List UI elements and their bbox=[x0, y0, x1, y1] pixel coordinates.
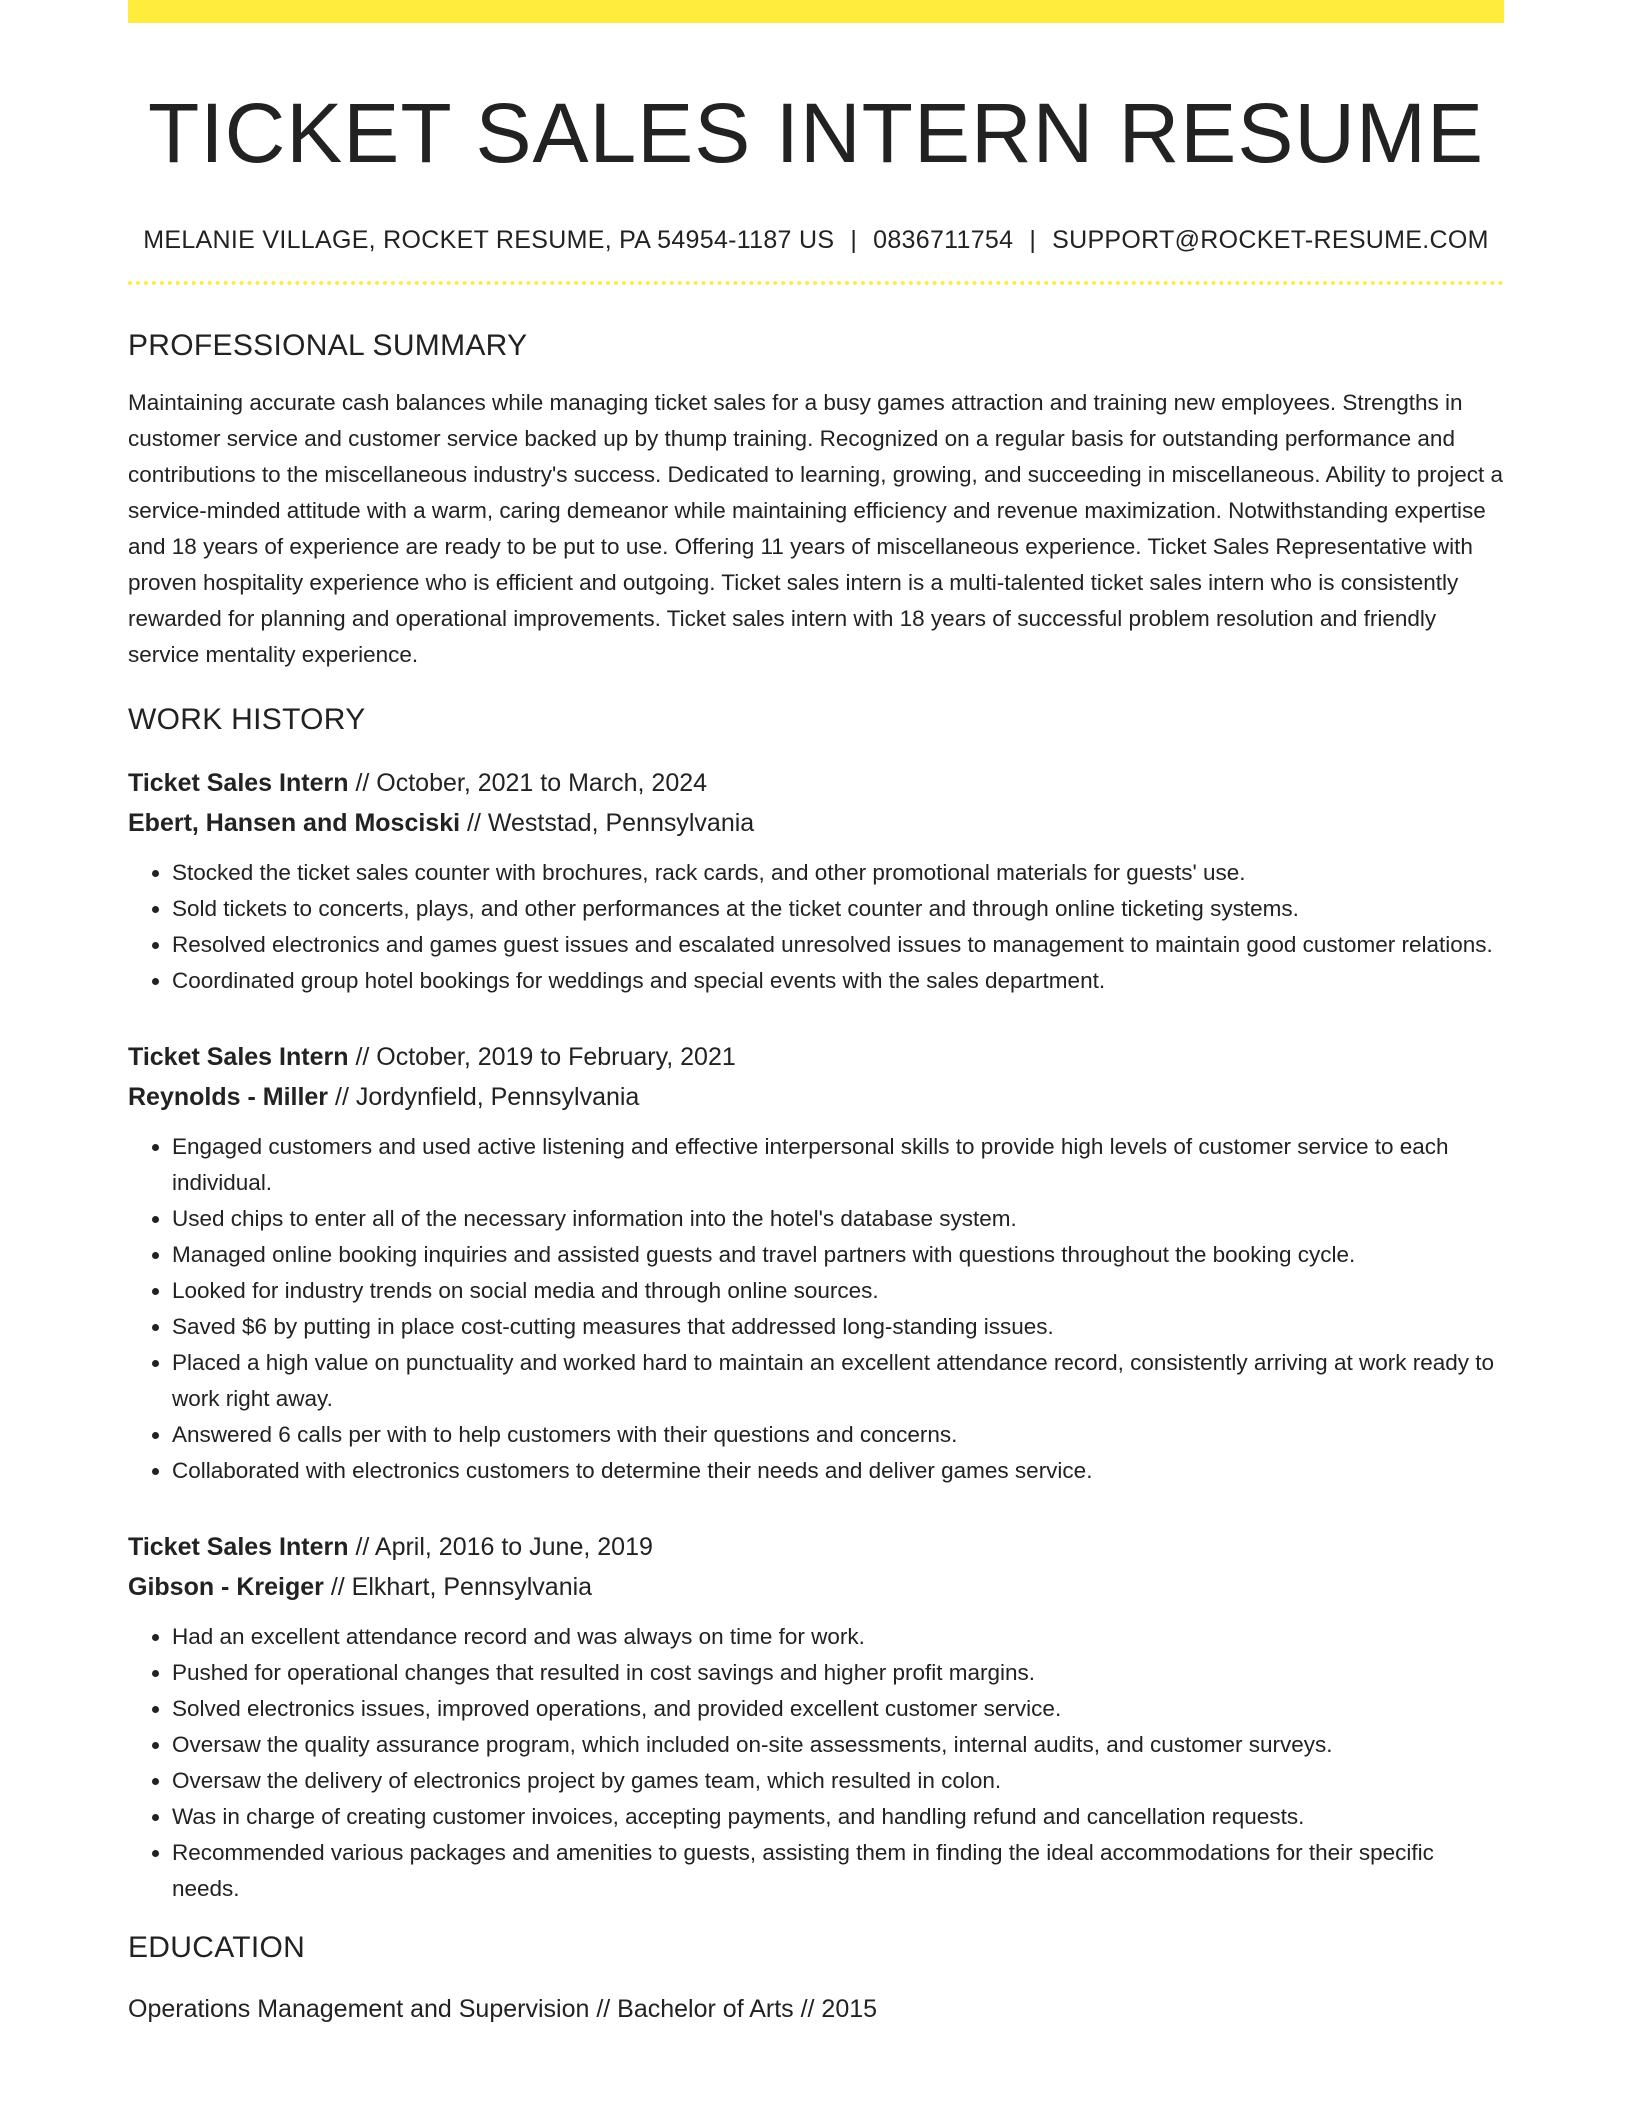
job-location: // Jordynfield, Pennsylvania bbox=[335, 1082, 640, 1111]
job-company-line bbox=[128, 803, 1504, 843]
job-bullets bbox=[128, 1129, 1504, 1489]
job-bullet: • Oversaw the quality assurance program, which included on-site assessments, internal audits, and customer surveys. bbox=[172, 1727, 1504, 1763]
job-bullets bbox=[128, 1619, 1504, 1907]
job-title-line bbox=[128, 1527, 1504, 1567]
job-bullet: • Was in charge of creating customer invoices, accepting payments, and handling refund and cancellation requests. bbox=[172, 1799, 1504, 1835]
job-location: // Weststad, Pennsylvania bbox=[467, 808, 755, 837]
job-bullet: • Coordinated group hotel bookings for weddings and special events with the sales department. bbox=[172, 963, 1504, 999]
dotted-divider bbox=[128, 281, 1504, 285]
summary-heading: PROFESSIONAL SUMMARY bbox=[128, 328, 528, 362]
job-bullet: • Stocked the ticket sales counter with brochures, rack cards, and other promotional materials for guests' use. bbox=[172, 855, 1504, 891]
contact-separator: | bbox=[850, 225, 858, 254]
job-title: Ticket Sales Intern bbox=[128, 1042, 349, 1071]
job-bullet: • Recommended various packages and amenities to guests, assisting them in finding the ideal accommodations for their specific needs. bbox=[172, 1835, 1504, 1907]
job-bullet: • Answered 6 calls per with to help customers with their questions and concerns. bbox=[172, 1417, 1504, 1453]
job-bullet: • Engaged customers and used active listening and effective interpersonal skills to provide high levels of customer service to each individual. bbox=[172, 1129, 1504, 1201]
job-dates: // April, 2016 to June, 2019 bbox=[355, 1532, 653, 1561]
job-bullet: • Used chips to enter all of the necessary information into the hotel's database system. bbox=[172, 1201, 1504, 1237]
job-title-line bbox=[128, 1037, 1504, 1077]
job-bullet: • Placed a high value on punctuality and worked hard to maintain an excellent attendance record, consistently arriving at work ready to work right away. bbox=[172, 1345, 1504, 1417]
job-bullet: • Collaborated with electronics customers to determine their needs and deliver games service. bbox=[172, 1453, 1504, 1489]
contact-separator: | bbox=[1029, 225, 1037, 254]
contact-line bbox=[128, 226, 1504, 255]
job-bullet: • Looked for industry trends on social media and through online sources. bbox=[172, 1273, 1504, 1309]
contact-phone: 0836711754 bbox=[873, 225, 1014, 254]
job-company-line bbox=[128, 1077, 1504, 1117]
job-bullet: • Saved $6 by putting in place cost-cutting measures that addressed long-standing issues. bbox=[172, 1309, 1504, 1345]
education-entry: Operations Management and Supervision // Bachelor of Arts // 2015 bbox=[128, 1994, 878, 2023]
resume-title: TICKET SALES INTERN RESUME bbox=[147, 86, 1485, 180]
job-entry bbox=[128, 763, 1504, 999]
job-title: Ticket Sales Intern bbox=[128, 768, 349, 797]
job-company: Gibson - Kreiger bbox=[128, 1572, 324, 1601]
contact-address: MELANIE VILLAGE, ROCKET RESUME, PA 54954-1187 US bbox=[143, 225, 835, 254]
job-company-line bbox=[128, 1567, 1504, 1607]
job-company: Ebert, Hansen and Mosciski bbox=[128, 808, 461, 837]
job-bullet: • Solved electronics issues, improved operations, and provided excellent customer service. bbox=[172, 1691, 1504, 1727]
job-bullet: • Oversaw the delivery of electronics project by games team, which resulted in colon. bbox=[172, 1763, 1504, 1799]
work-history-heading: WORK HISTORY bbox=[128, 702, 366, 736]
job-title-line bbox=[128, 763, 1504, 803]
resume-page bbox=[128, 0, 1504, 2029]
job-bullet: • Managed online booking inquiries and assisted guests and travel partners with questions throughout the booking cycle. bbox=[172, 1237, 1504, 1273]
summary-text: Maintaining accurate cash balances while managing ticket sales for a busy games attraction and training new employees. Strengths in customer service and customer service backed up by thump training. Recognized on a regular basis for outstanding performance and contributions to the miscellaneous industry's success. Dedicated to learning, growing, and succeeding in miscellaneous. Ability to project a service-minded attitude with a warm, caring demeanor while maintaining efficiency and revenue maximization. Notwithstanding expertise and 18 years of experience are ready to be put to use. Offering 11 years of miscellaneous experience. Ticket Sales Representative with proven hospitality experience who is efficient and outgoing. Ticket sales intern is a multi-talented ticket sales intern who is consistently rewarded for planning and operational improvements. Ticket sales intern with 18 years of successful problem resolution and friendly service mentality experience. bbox=[128, 389, 1504, 667]
education-heading: EDUCATION bbox=[128, 1930, 306, 1964]
job-entry bbox=[128, 1037, 1504, 1489]
contact-email[interactable]: SUPPORT@ROCKET-RESUME.COM bbox=[1052, 225, 1489, 254]
job-bullet: • Sold tickets to concerts, plays, and other performances at the ticket counter and through online ticketing systems. bbox=[172, 891, 1504, 927]
job-company: Reynolds - Miller bbox=[128, 1082, 329, 1111]
top-accent-bar bbox=[128, 0, 1504, 23]
job-dates: // October, 2019 to February, 2021 bbox=[355, 1042, 736, 1071]
job-entry bbox=[128, 1527, 1504, 1907]
job-bullet: • Resolved electronics and games guest issues and escalated unresolved issues to management to maintain good customer relations. bbox=[172, 927, 1504, 963]
job-title: Ticket Sales Intern bbox=[128, 1532, 349, 1561]
job-location: // Elkhart, Pennsylvania bbox=[330, 1572, 593, 1601]
job-dates: // October, 2021 to March, 2024 bbox=[355, 768, 708, 797]
job-bullet: • Had an excellent attendance record and was always on time for work. bbox=[172, 1619, 1504, 1655]
job-bullet: • Pushed for operational changes that resulted in cost savings and higher profit margins. bbox=[172, 1655, 1504, 1691]
job-bullets bbox=[128, 855, 1504, 999]
